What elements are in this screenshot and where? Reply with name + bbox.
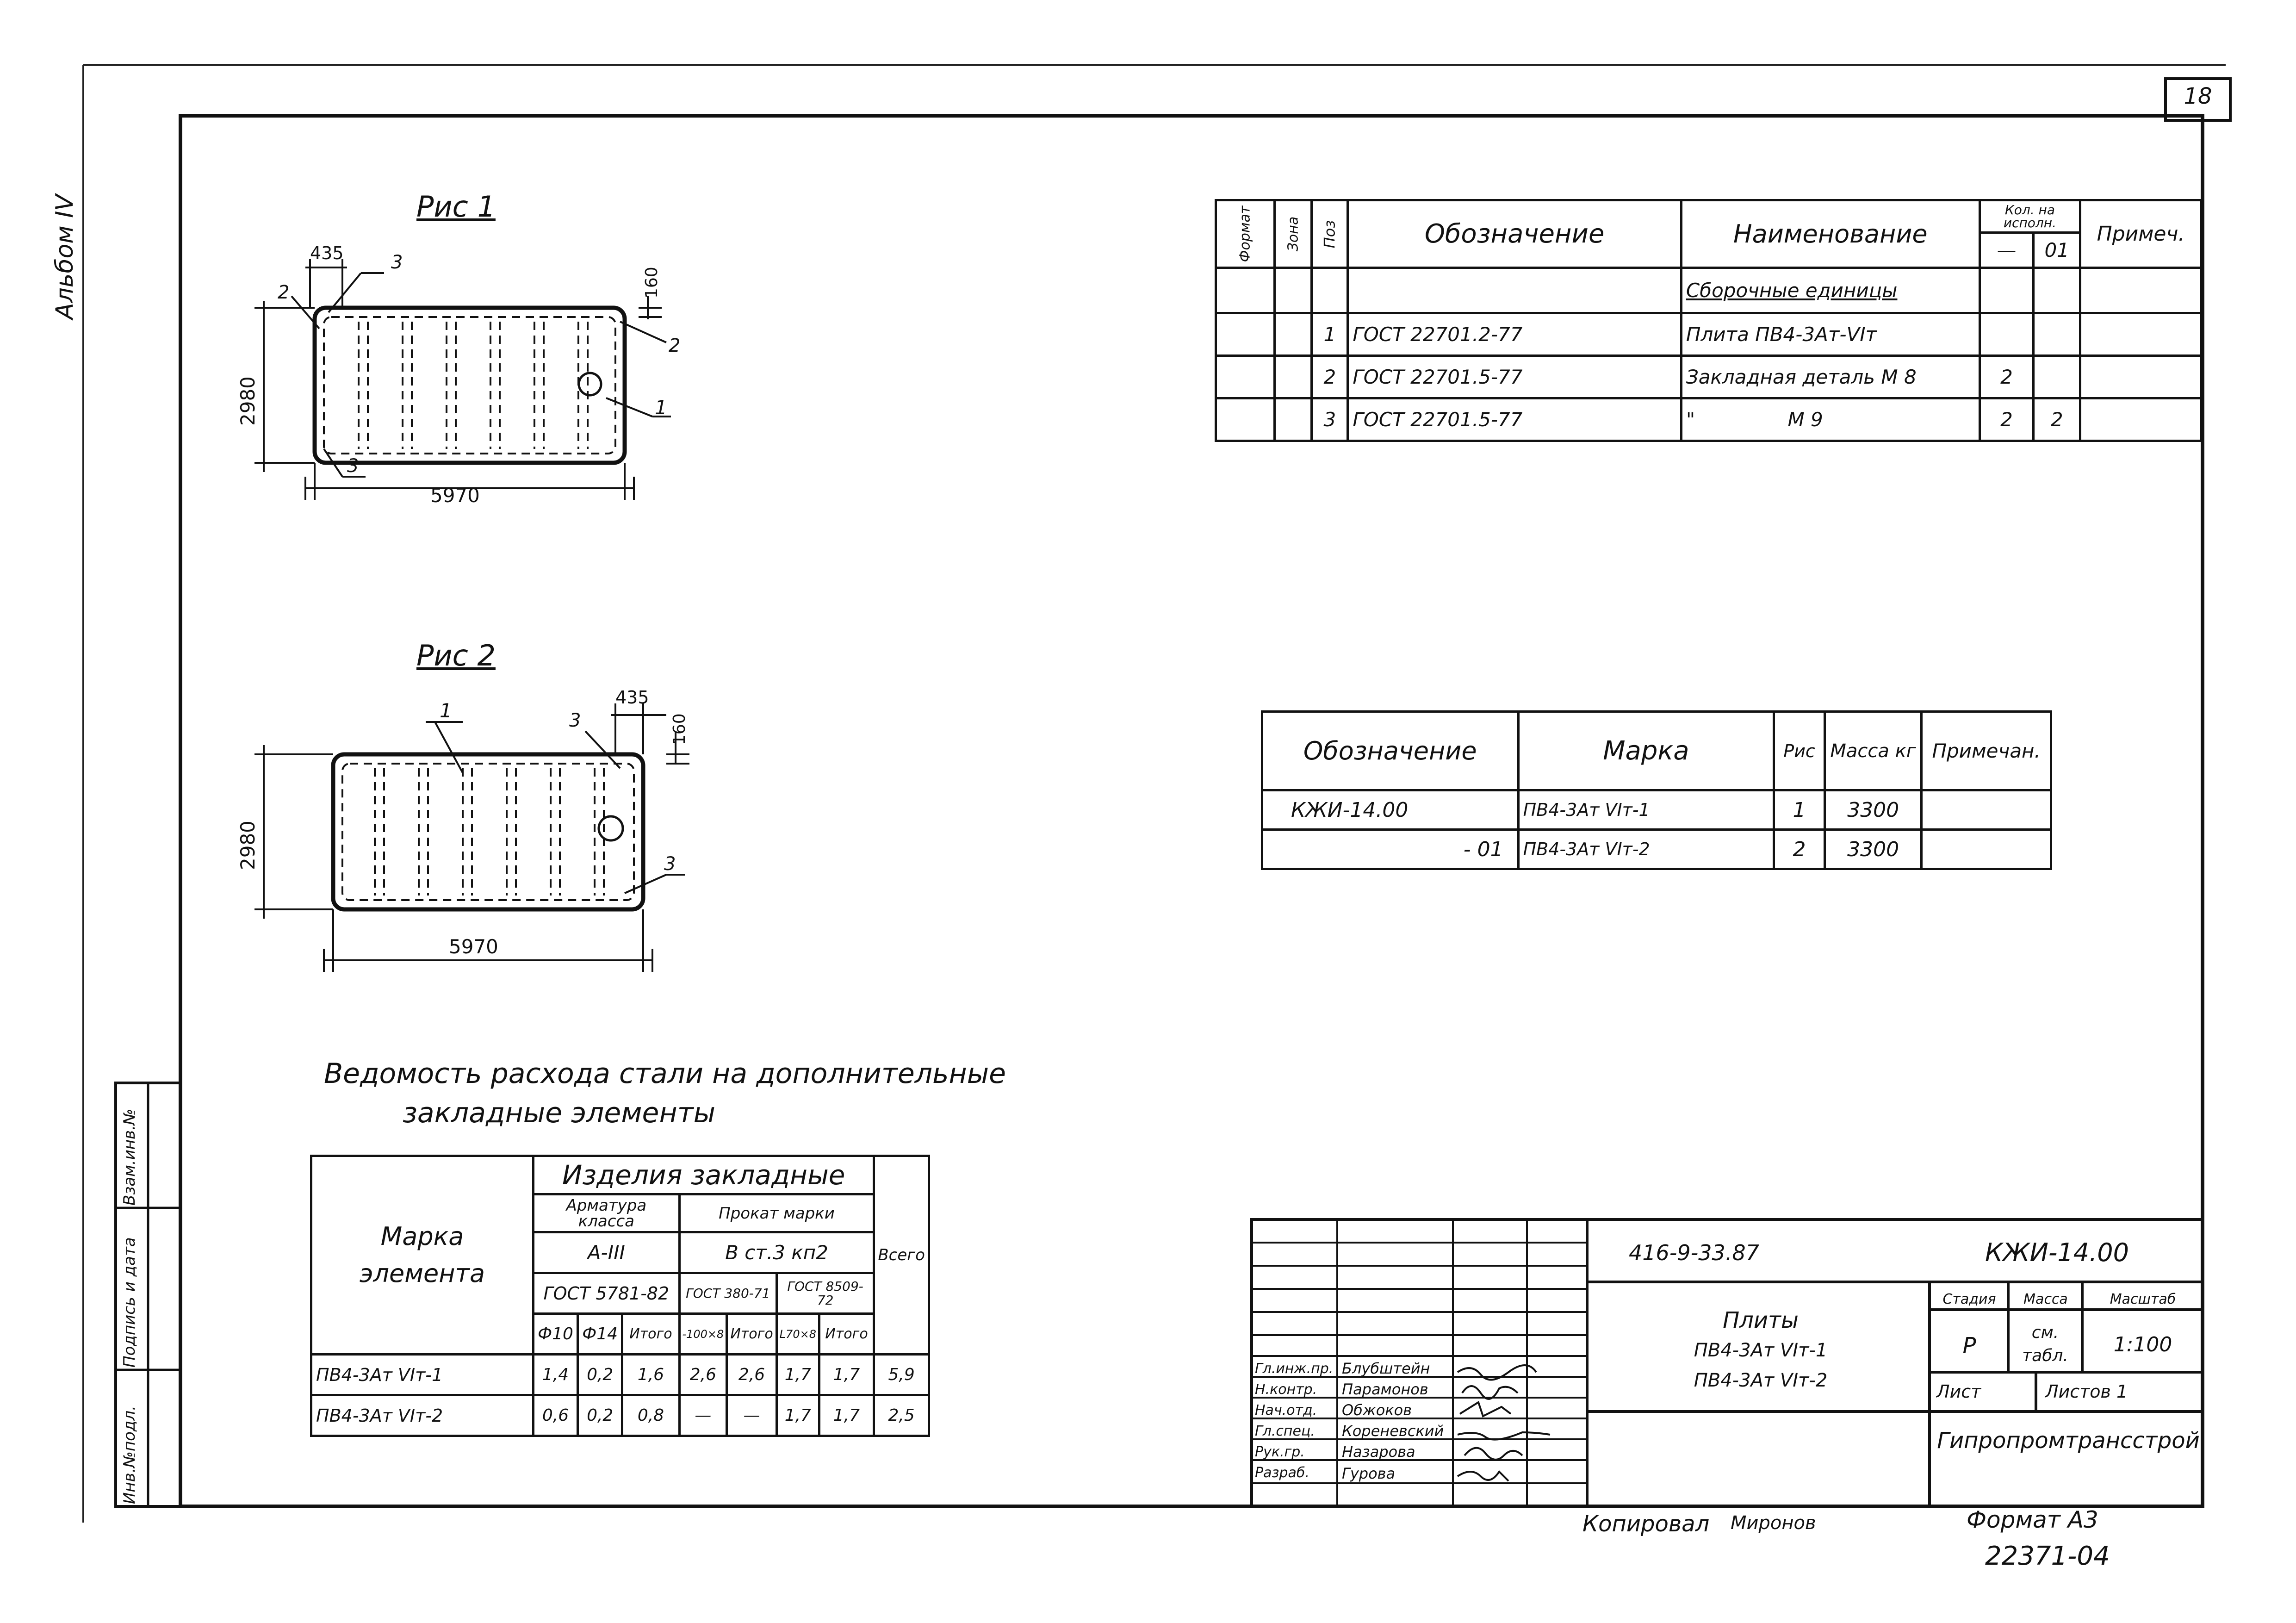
title-organization: Гипропромтрансстрой xyxy=(1937,1428,2200,1454)
mark-row-note xyxy=(1922,790,2051,830)
steel-header-total-p1: Итого xyxy=(727,1314,777,1355)
steel-row-d10: 0,6 xyxy=(533,1395,577,1436)
mark-header-note: Примечан. xyxy=(1922,712,2051,790)
title-document-code: КЖИ-14.00 xyxy=(1985,1238,2129,1267)
figure1-dim-edge: 160 xyxy=(642,267,661,298)
mark-header-mass: Масса кг xyxy=(1824,712,1921,790)
steel-row-d10: 1,4 xyxy=(533,1355,577,1395)
title-mass-label: Масса xyxy=(2023,1291,2068,1307)
figure2-dim-offset: 435 xyxy=(615,687,649,708)
mark-header-designation: Обозначение xyxy=(1262,712,1519,790)
steel-row xyxy=(311,1355,929,1395)
spec-header-pos: Поз xyxy=(1321,220,1339,248)
figure2-dim-height: 2980 xyxy=(236,821,259,870)
figure1-dim-height: 2980 xyxy=(236,376,259,426)
format-label: Формат А3 xyxy=(1967,1506,2098,1533)
staff-role: Нач.отд. xyxy=(1255,1402,1317,1418)
title-name-line1: Плиты xyxy=(1723,1307,1799,1333)
spec-row-qty-a: 2 xyxy=(1980,398,2033,441)
steel-header-total-rebar: Итого xyxy=(622,1314,679,1355)
album-label: Альбом IV xyxy=(51,194,79,319)
mark-row-mass: 3300 xyxy=(1824,790,1921,830)
spec-header-zone: Зона xyxy=(1285,216,1302,252)
figure1-callout-2a: 2 xyxy=(278,282,290,303)
steel-row-p70: 1,7 xyxy=(776,1395,819,1436)
title-stage-label: Стадия xyxy=(1942,1291,1996,1307)
steel-row-p100: 2,6 xyxy=(679,1355,726,1395)
figure2-title: Рис 2 xyxy=(416,639,496,672)
steel-header-gost-rolled2: ГОСТ 8509-72 xyxy=(776,1273,874,1314)
steel-header-rebar-class: А-III xyxy=(533,1232,679,1273)
figure1-callout-3a: 3 xyxy=(391,252,403,273)
copied-label: Копировал xyxy=(1582,1511,1710,1537)
stamp-replacement: Взам.инв.№ xyxy=(120,1108,139,1206)
spec-row-designation: ГОСТ 22701.5-77 xyxy=(1348,398,1682,441)
figure1-callout-2b: 2 xyxy=(669,335,681,356)
mark-row-mark: ПВ4-3Ат VIт-2 xyxy=(1518,830,1774,869)
spec-row-designation: ГОСТ 22701.5-77 xyxy=(1348,355,1682,398)
spec-row-name: " М 9 xyxy=(1681,398,1980,441)
mark-row-mark: ПВ4-3Ат VIт-1 xyxy=(1518,790,1774,830)
steel-row-mark: ПВ4-3Ат VIт-2 xyxy=(311,1395,534,1436)
spec-row xyxy=(1216,313,2202,355)
title-stage-value: Р xyxy=(1962,1333,1976,1359)
steel-header-gost-rebar: ГОСТ 5781-82 xyxy=(533,1273,679,1314)
mark-table xyxy=(1261,710,2052,870)
steel-header-group: Изделия закладные xyxy=(533,1156,874,1194)
steel-header-rebar: Арматура класса xyxy=(533,1194,679,1232)
figure2-plate-drawing xyxy=(231,676,694,990)
spec-header-name: Наименование xyxy=(1681,200,1980,268)
stamp-signature-date: Подпись и дата xyxy=(120,1237,139,1368)
steel-header-d10: Ф10 xyxy=(533,1314,577,1355)
figure1-callout-3b: 3 xyxy=(347,455,359,477)
steel-row-total-rebar: 0,8 xyxy=(622,1395,679,1436)
mark-row xyxy=(1262,830,2051,869)
mark-row-fig: 2 xyxy=(1774,830,1825,869)
figure1-plate-drawing xyxy=(231,231,694,546)
title-scale-label: Масштаб xyxy=(2110,1291,2176,1307)
spec-row xyxy=(1216,398,2202,441)
title-project-code: 416-9-33.87 xyxy=(1629,1240,1759,1265)
staff-role: Рук.гр. xyxy=(1255,1444,1305,1460)
figure2-callout-3a: 3 xyxy=(569,710,581,731)
figure1-dim-width: 5970 xyxy=(430,484,480,507)
figure1-title: Рис 1 xyxy=(416,190,496,224)
mark-row-designation: - 01 xyxy=(1262,830,1519,869)
figure2-callout-1: 1 xyxy=(440,699,452,722)
spec-header-designation: Обозначение xyxy=(1348,200,1682,268)
steel-row-total-p1: — xyxy=(727,1395,777,1436)
spec-section-title: Сборочные единицы xyxy=(1681,268,1980,313)
spec-row-pos: 1 xyxy=(1312,313,1348,355)
steel-header-rolled: Прокат марки xyxy=(679,1194,874,1232)
staff-name: Кореневский xyxy=(1342,1422,1444,1440)
title-mass-value: см. табл. xyxy=(2022,1323,2068,1365)
steel-header-p100: -100×8 xyxy=(679,1314,726,1355)
spec-row-name: Плита ПВ4-3Ат-VIт xyxy=(1681,313,1980,355)
title-scale-value: 1:100 xyxy=(2113,1333,2172,1356)
figure2-dim-width: 5970 xyxy=(449,935,498,958)
spec-row xyxy=(1216,355,2202,398)
title-name-line3: ПВ4-3Ат VIт-2 xyxy=(1694,1370,1828,1391)
figure2-dim-edge: 160 xyxy=(670,713,689,745)
steel-table-title-line1: Ведомость расхода стали на дополнительные xyxy=(324,1057,1006,1090)
mark-row-designation: КЖИ-14.00 xyxy=(1262,790,1519,830)
figure1-callout-1: 1 xyxy=(655,396,667,419)
staff-name: Гурова xyxy=(1342,1465,1396,1482)
steel-row xyxy=(311,1395,929,1436)
steel-row-p100: — xyxy=(679,1395,726,1436)
steel-row-total-p2: 1,7 xyxy=(819,1395,874,1436)
spec-row-designation: ГОСТ 22701.2-77 xyxy=(1348,313,1682,355)
spec-row-qty-a: 2 xyxy=(1980,355,2033,398)
staff-role: Гл.спец. xyxy=(1255,1423,1315,1439)
mark-header-mark: Марка xyxy=(1518,712,1774,790)
copied-signature: Миронов xyxy=(1731,1512,1816,1534)
mark-header-fig: Рис xyxy=(1774,712,1825,790)
steel-header-d14: Ф14 xyxy=(578,1314,622,1355)
staff-name: Назарова xyxy=(1342,1443,1415,1461)
steel-header-rolled-grade: В ст.3 кп2 xyxy=(679,1232,874,1273)
steel-header-total-p2: Итого xyxy=(819,1314,874,1355)
steel-header-gost-rolled1: ГОСТ 380-71 xyxy=(679,1273,776,1314)
stamp-inventory: Инв.№подл. xyxy=(120,1405,139,1504)
staff-signatures xyxy=(1453,1358,1601,1497)
spec-row-qty-b xyxy=(2034,313,2080,355)
archive-number: 22371-04 xyxy=(1985,1541,2110,1571)
steel-row-p70: 1,7 xyxy=(776,1355,819,1395)
mark-row-mass: 3300 xyxy=(1824,830,1921,869)
steel-row-d14: 0,2 xyxy=(578,1355,622,1395)
page-number: 18 xyxy=(2184,83,2212,109)
spec-header-format: Формат xyxy=(1237,205,1253,262)
steel-row-total: 2,5 xyxy=(874,1395,929,1436)
mark-row xyxy=(1262,790,2051,830)
staff-name: Блубштейн xyxy=(1342,1360,1430,1377)
steel-header-total: Всего xyxy=(874,1156,929,1355)
spec-row-qty-b xyxy=(2034,355,2080,398)
steel-row-total-p1: 2,6 xyxy=(727,1355,777,1395)
steel-header-p70: L70×8 xyxy=(776,1314,819,1355)
specification-table xyxy=(1215,199,2203,442)
spec-row-qty-b: 2 xyxy=(2034,398,2080,441)
spec-row-qty-a xyxy=(1980,313,2033,355)
steel-table-title-line2: закладные элементы xyxy=(403,1097,716,1129)
spec-row-pos: 3 xyxy=(1312,398,1348,441)
steel-row-d14: 0,2 xyxy=(578,1395,622,1436)
staff-role: Н.контр. xyxy=(1255,1381,1317,1398)
title-sheet-label: Лист xyxy=(1936,1381,1981,1402)
steel-row-total-rebar: 1,6 xyxy=(622,1355,679,1395)
mark-row-note xyxy=(1922,830,2051,869)
staff-role: Разраб. xyxy=(1255,1465,1309,1481)
mark-row-fig: 1 xyxy=(1774,790,1825,830)
spec-header-qty: Кол. на исполн. xyxy=(1980,200,2080,233)
spec-header-qty-b: 01 xyxy=(2034,233,2080,268)
steel-row-total-p2: 1,7 xyxy=(819,1355,874,1395)
figure2-callout-3b: 3 xyxy=(664,853,676,875)
staff-role: Гл.инж.пр. xyxy=(1255,1361,1334,1377)
title-name-line2: ПВ4-3Ат VIт-1 xyxy=(1694,1340,1828,1361)
staff-name: Парамонов xyxy=(1342,1380,1428,1398)
spec-header-qty-a: — xyxy=(1980,233,2033,268)
steel-row-mark: ПВ4-3Ат VIт-1 xyxy=(311,1355,534,1395)
steel-row-total: 5,9 xyxy=(874,1355,929,1395)
staff-name: Обжоков xyxy=(1342,1401,1412,1419)
title-sheets-label: Листов 1 xyxy=(2045,1381,2128,1402)
steel-consumption-table xyxy=(310,1155,930,1437)
figure1-dim-offset: 435 xyxy=(310,243,344,263)
steel-header-mark: Марка элемента xyxy=(311,1156,534,1355)
spec-header-note: Примеч. xyxy=(2080,200,2202,268)
spec-row-pos: 2 xyxy=(1312,355,1348,398)
spec-row-name: Закладная деталь М 8 xyxy=(1681,355,1980,398)
